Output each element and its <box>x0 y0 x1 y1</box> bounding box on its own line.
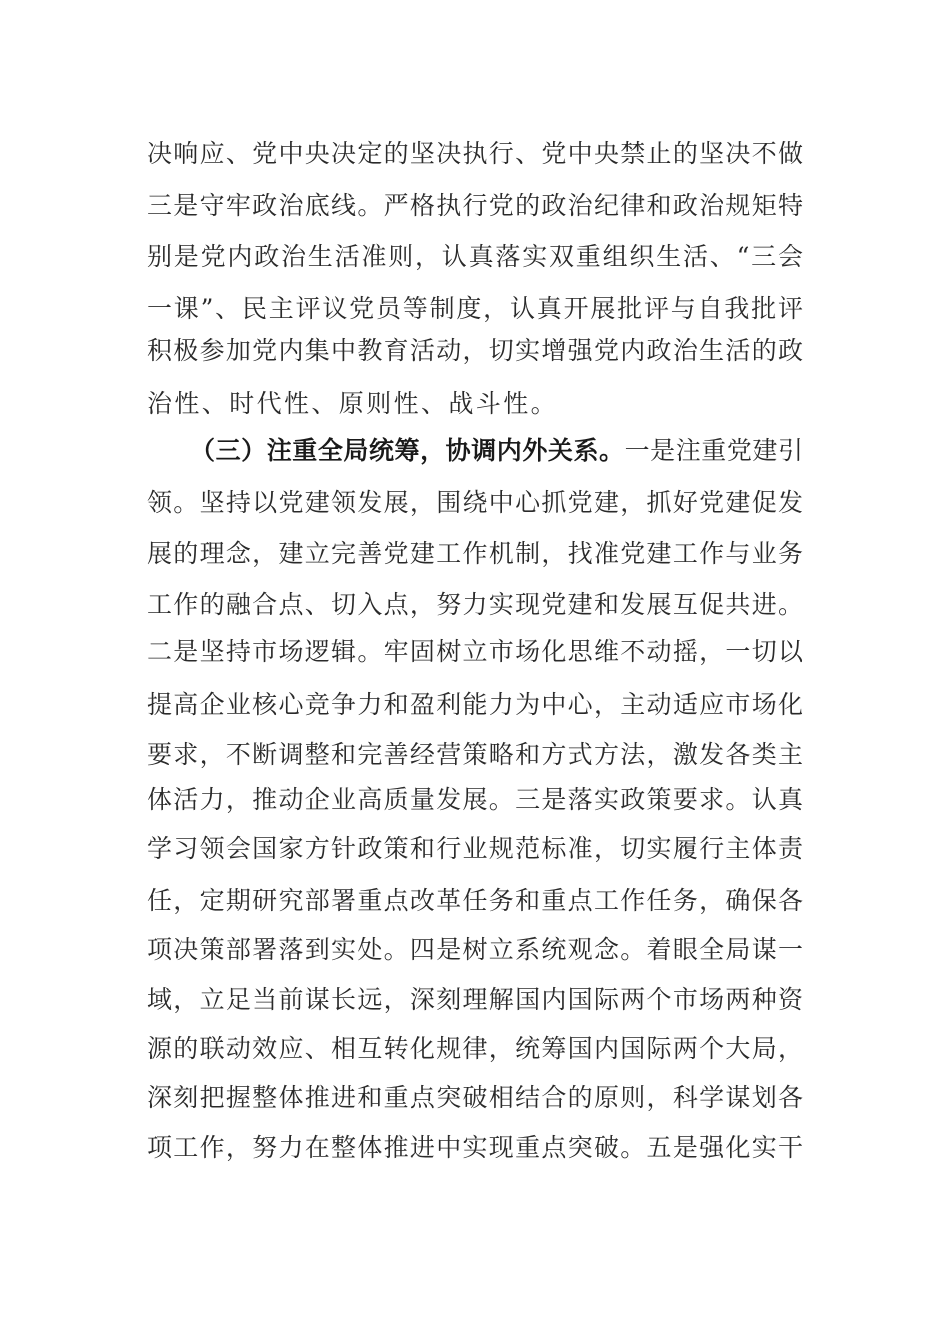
text-line: 提高企业核心竞争力和盈利能力为中心，主动适应市场化 <box>147 690 803 719</box>
text-line: 深刻把握整体推进和重点突破相结合的原则，科学谋划各 <box>147 1083 803 1112</box>
text-line: 要求，不断调整和完善经营策略和方式方法，激发各类主 <box>147 740 803 769</box>
text-line: 源的联动效应、相互转化规律，统筹国内国际两个大局， <box>147 1034 803 1063</box>
text-line: 二是坚持市场逻辑。牢固树立市场化思维不动摇，一切以 <box>147 637 803 666</box>
text-line: 展的理念，建立完善党建工作机制，找准党建工作与业务 <box>147 539 803 568</box>
text-line: 别是党内政治生活准则，认真落实双重组织生活、“三会 <box>147 242 803 271</box>
text-line: 决响应、党中央决定的坚决执行、党中央禁止的坚决不做 <box>147 139 803 168</box>
text-line: 项工作，努力在整体推进中实现重点突破。五是强化实干 <box>147 1133 803 1162</box>
text-line: 一课”、民主评议党员等制度，认真开展批评与自我批评 <box>147 294 803 323</box>
paragraph-first-line <box>190 431 803 471</box>
section-heading: （三）注重全局统筹，协调内外关系。 <box>190 436 625 465</box>
text-line: 治性、时代性、原则性、战斗性。 <box>147 389 559 418</box>
text-line: 项决策部署落到实处。四是树立系统观念。着眼全局谋一 <box>147 935 803 964</box>
text-line: 学习领会国家方针政策和行业规范标准，切实履行主体责 <box>147 834 803 863</box>
text-line: 域，立足当前谋长远，深刻理解国内国际两个市场两种资 <box>147 985 803 1014</box>
text-run: 一是注重党建引 <box>624 436 803 465</box>
text-line: 积极参加党内集中教育活动，切实增强党内政治生活的政 <box>147 336 803 365</box>
text-line: 体活力，推动企业高质量发展。三是落实政策要求。认真 <box>147 785 803 814</box>
text-line: 工作的融合点、切入点，努力实现党建和发展互促共进。 <box>147 590 803 619</box>
text-line: 任，定期研究部署重点改革任务和重点工作任务，确保各 <box>147 886 803 915</box>
text-line: 领。坚持以党建领发展，围绕中心抓党建，抓好党建促发 <box>147 488 803 517</box>
text-line: 三是守牢政治底线。严格执行党的政治纪律和政治规矩特 <box>147 191 803 220</box>
